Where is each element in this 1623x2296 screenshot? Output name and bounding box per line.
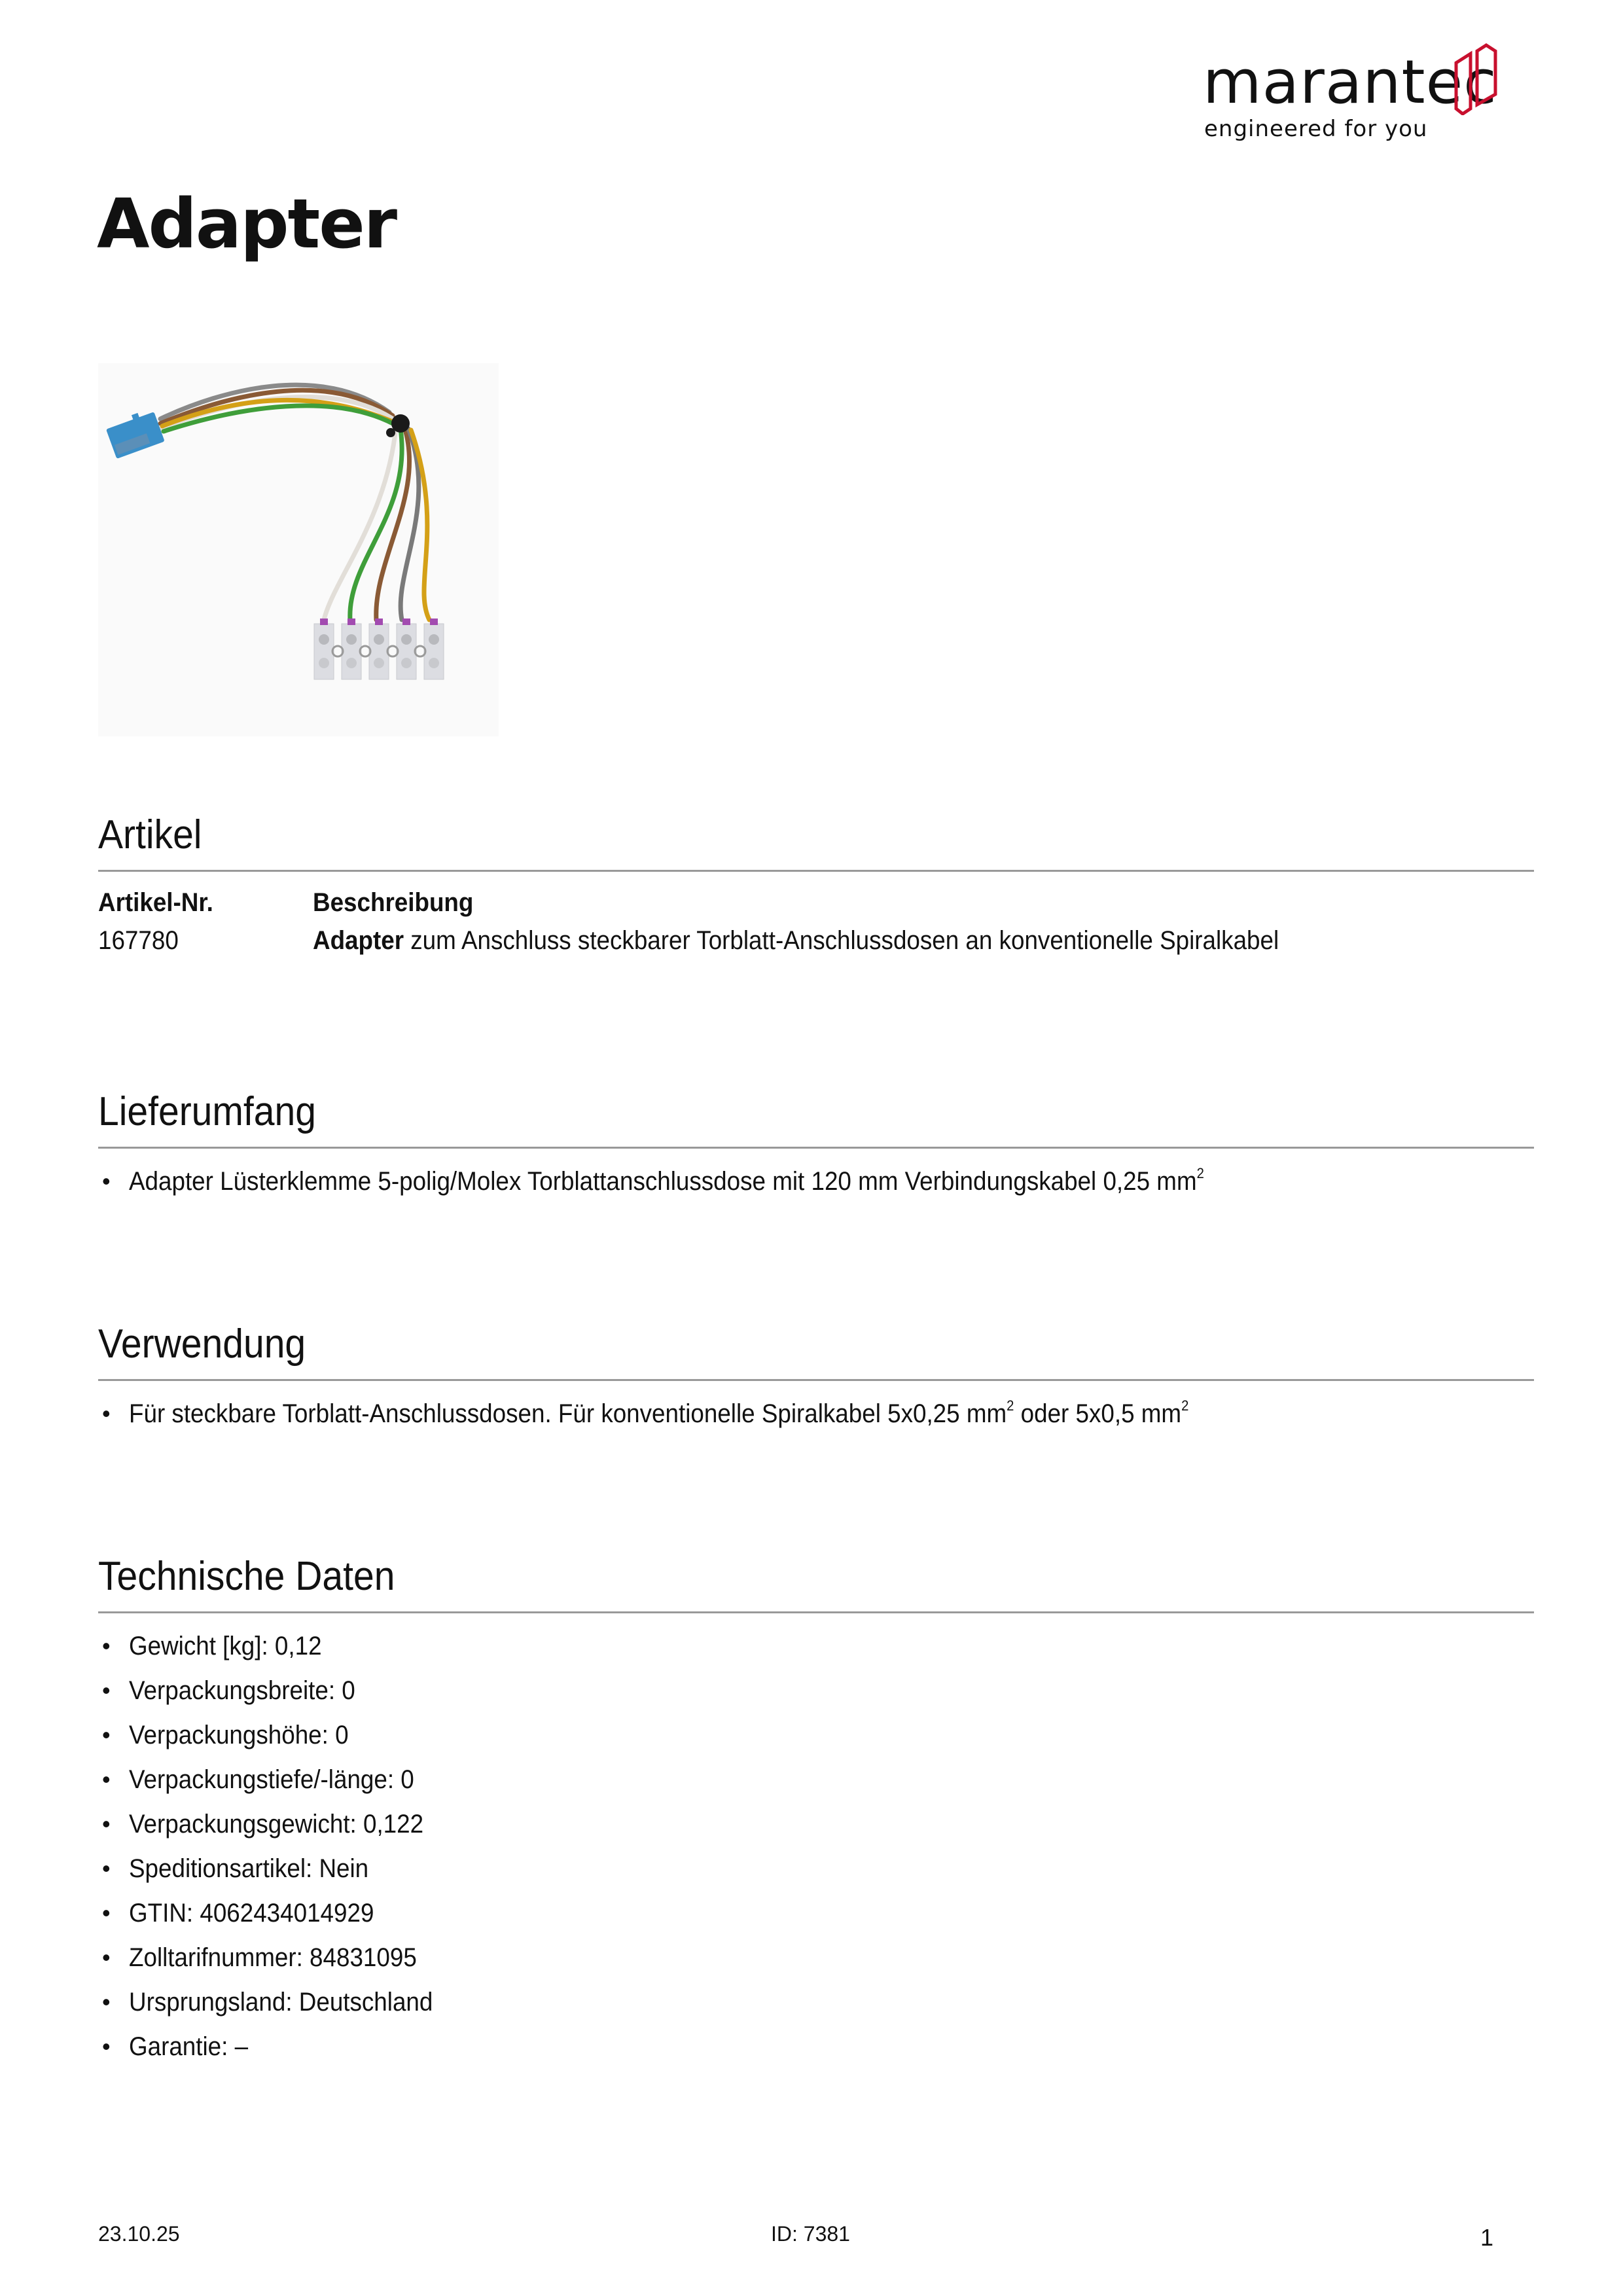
section-divider [98, 1611, 1534, 1613]
bullet-icon: • [102, 1766, 111, 1793]
list-item-text: Für steckbare Torblatt-Anschlussdosen. Für konventionelle Spiralkabel 5x0,25 mm [129, 1399, 1007, 1428]
spec-package-depth: • Verpackungstiefe/-länge: 0 [98, 1757, 1534, 1802]
section-title-lieferumfang: Lieferumfang [98, 1089, 316, 1134]
page-title: Adapter [97, 184, 397, 264]
verwendung-list [98, 1391, 1534, 1436]
section-artikel [98, 812, 1534, 960]
list-item [98, 1159, 1534, 1204]
section-divider [98, 870, 1534, 872]
bullet-icon: • [102, 1899, 111, 1926]
bullet-icon: • [102, 1721, 111, 1748]
bullet-icon: • [102, 1400, 111, 1427]
lieferumfang-list [98, 1159, 1534, 1204]
product-image [98, 363, 499, 736]
technische-daten-list [98, 1624, 1534, 2069]
superscript: 2 [1196, 1165, 1204, 1181]
section-lieferumfang [98, 1089, 1534, 1204]
bullet-icon: • [102, 1632, 111, 1659]
table-row [98, 922, 1534, 960]
list-item [98, 1391, 1534, 1436]
spec-package-height: • Verpackungshöhe: 0 [98, 1713, 1534, 1757]
artikel-table [98, 884, 1534, 960]
bullet-icon: • [102, 1944, 111, 1971]
section-technische-daten [98, 1556, 1534, 2069]
superscript: 2 [1007, 1397, 1014, 1414]
spec-customs-tariff: • Zolltarifnummer: 84831095 [98, 1935, 1534, 1980]
footer-document-id: ID: 7381 [771, 2222, 850, 2246]
molex-connector [105, 408, 165, 459]
wire-green-down [350, 429, 402, 620]
superscript: 2 [1181, 1397, 1189, 1414]
section-title-technische-daten: Technische Daten [98, 1554, 395, 1599]
brand-name: marantec [1203, 47, 1497, 117]
artikel-nr-value: 167780 [98, 926, 179, 955]
bullet-icon: • [102, 1168, 111, 1194]
list-item-text: Adapter Lüsterklemme 5-polig/Molex Torblattanschlussdose mit 120 mm Verbindungskabel 0,25 mm [129, 1167, 1197, 1196]
description-text: zum Anschluss steckbarer Torblatt-Anschlussdosen an konventionelle Spiralkabel [404, 926, 1279, 955]
spec-freight-item: • Speditionsartikel: Nein [98, 1846, 1534, 1891]
spec-package-weight: • Verpackungsgewicht: 0,122 [98, 1802, 1534, 1846]
spec-gtin: • GTIN: 4062434014929 [98, 1891, 1534, 1935]
footer-date: 23.10.25 [98, 2222, 180, 2246]
section-divider [98, 1379, 1534, 1381]
bullet-icon: • [102, 1988, 111, 2015]
marantec-door-mark-icon [1454, 43, 1499, 115]
header-artikel-nr: Artikel-Nr. [98, 888, 213, 917]
section-title-verwendung: Verwendung [98, 1321, 306, 1367]
brand-tagline: engineered for you [1204, 116, 1428, 142]
section-verwendung [98, 1321, 1534, 1436]
bullet-icon: • [102, 1810, 111, 1837]
spec-country-of-origin: • Ursprungsland: Deutschland [98, 1980, 1534, 2024]
description-product-name: Adapter [313, 926, 404, 955]
list-item-text: oder 5x0,5 mm [1014, 1399, 1182, 1428]
adapter-cable-illustration [98, 363, 499, 736]
terminal-strip [314, 619, 444, 679]
header-beschreibung: Beschreibung [313, 888, 474, 917]
bullet-icon: • [102, 2033, 111, 2060]
spec-warranty: • Garantie: – [98, 2024, 1534, 2069]
footer-page-number: 1 [1480, 2224, 1494, 2251]
bullet-icon: • [102, 1677, 111, 1704]
artikel-table-header [98, 884, 1534, 922]
section-title-artikel: Artikel [98, 812, 202, 857]
bullet-icon: • [102, 1855, 111, 1882]
section-divider [98, 1147, 1534, 1149]
spec-weight: • Gewicht [kg]: 0,12 [98, 1624, 1534, 1668]
artikel-description [313, 918, 1279, 963]
brand-logo [1203, 41, 1504, 152]
spec-package-width: • Verpackungsbreite: 0 [98, 1668, 1534, 1713]
